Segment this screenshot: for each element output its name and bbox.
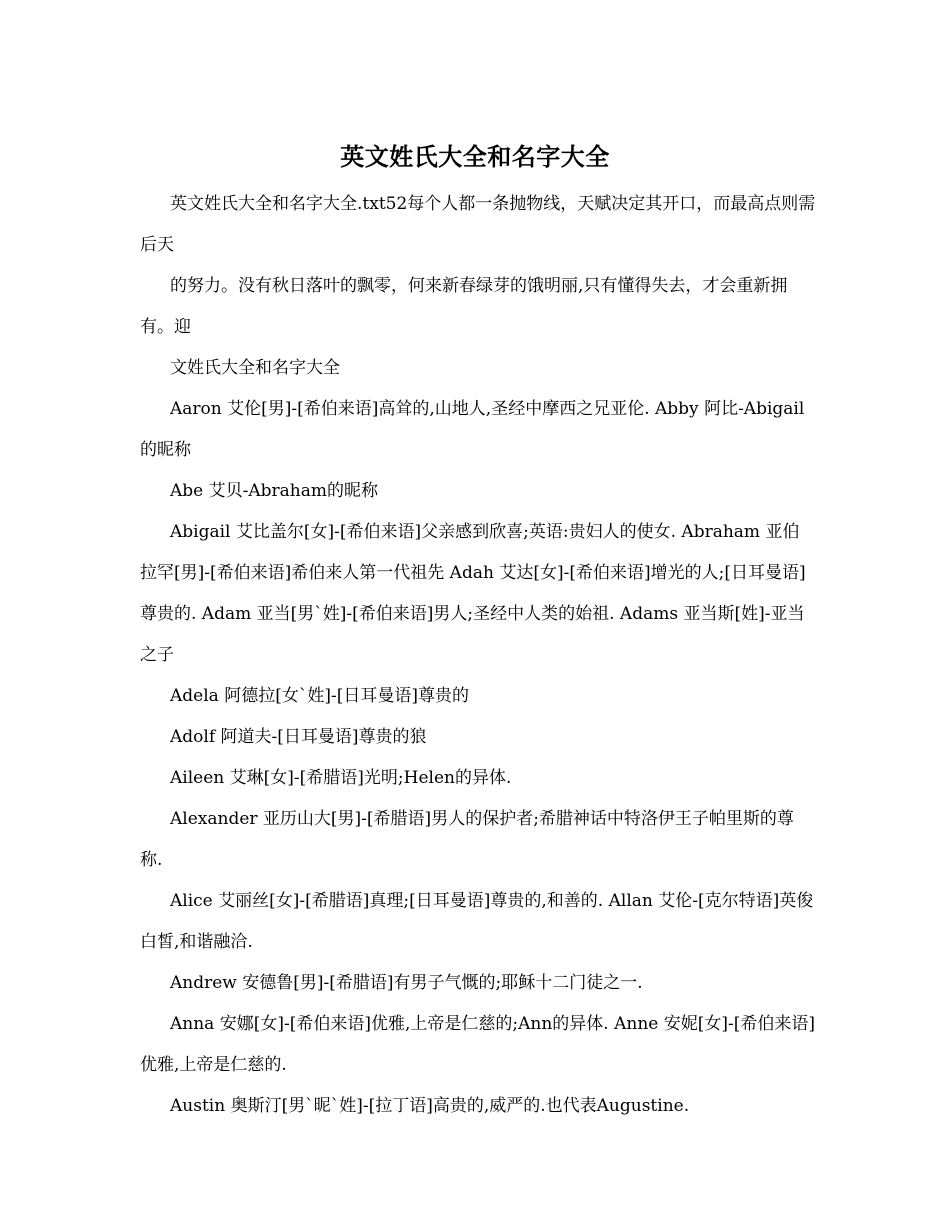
paragraph: 文姓氏大全和名字大全 [170, 358, 340, 378]
paragraph: Adela 阿德拉[女`姓]-[日耳曼语]尊贵的 [170, 686, 469, 706]
paragraph: 的努力。没有秋日落叶的飘零，何来新春绿芽的饿明丽,只有懂得失去，才会重新拥有。迎 [140, 276, 788, 337]
paragraph: Adolf 阿道夫-[日耳曼语]尊贵的狼 [170, 727, 427, 747]
paragraph: Abigail 艾比盖尔[女]-[希伯来语]父亲感到欣喜;英语:贵妇人的使女. Abraham 亚伯拉罕[男]-[希伯来语]希伯来人第一代祖先 Adah 艾达[女]-[希伯来语]增光的人;[日耳曼语]尊贵的. Adam 亚当[男`姓]-[希伯来语]男人;圣经中人类的始祖. Adams 亚当斯[姓]-亚当之子 [140, 522, 806, 665]
paragraph: Aaron 艾伦[男]-[希伯来语]高耸的,山地人,圣经中摩西之兄亚伦. Abby 阿比-Abigail的昵称 [140, 399, 805, 460]
paragraph: Alice 艾丽丝[女]-[希腊语]真理;[日耳曼语]尊贵的,和善的. Allan 艾伦-[克尔特语]英俊白皙,和谐融洽. [140, 891, 814, 952]
paragraph: Austin 奥斯汀[男`昵`姓]-[拉丁语]高贵的,威严的.也代表Augustine. [170, 1096, 690, 1116]
paragraph: Abe 艾贝-Abraham的昵称 [170, 481, 378, 501]
document-title: 英文姓氏大全和名字大全 [340, 142, 610, 171]
paragraph: 英文姓氏大全和名字大全.txt52每个人都一条抛物线，天赋决定其开口，而最高点则需后天 [140, 194, 816, 255]
paragraph: Andrew 安德鲁[男]-[希腊语]有男子气慨的;耶稣十二门徒之一. [170, 973, 643, 993]
paragraph: Alexander 亚历山大[男]-[希腊语]男人的保护者;希腊神话中特洛伊王子帕里斯的尊称. [140, 809, 794, 870]
paragraph: Aileen 艾琳[女]-[希腊语]光明;Helen的异体. [170, 768, 512, 788]
document-body [140, 184, 816, 1127]
paragraph: Anna 安娜[女]-[希伯来语]优雅,上帝是仁慈的;Ann的异体. Anne 安妮[女]-[希伯来语]优雅,上帝是仁慈的. [140, 1014, 816, 1075]
